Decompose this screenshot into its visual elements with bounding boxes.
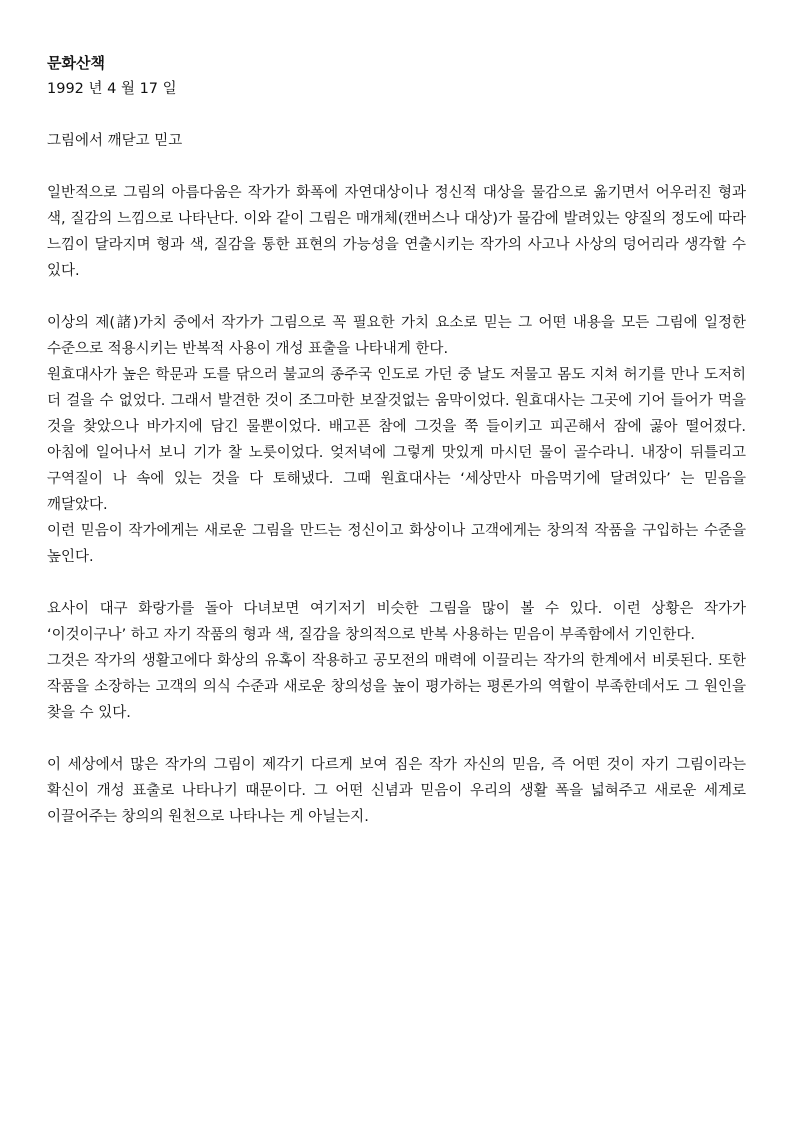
paragraph: 일반적으로 그림의 아름다움은 작가가 화폭에 자연대상이나 정신적 대상을 물감으로 옮기면서 어우러진 형과 색, 질감의 느낌으로 나타난다. 이와 같이 그림은 매개체(캔버스나 대상)가 물감에 발려있는 양질의 정도에 따라 느낌이 달라지며 형과 색, 질감을 통한 표현의 가능성을 연출시키는 작가의 사고나 사상의 덩어리라 생각할 수 있다. <box>47 185 746 279</box>
article-section-4 <box>47 752 746 830</box>
article-section-2 <box>47 310 746 570</box>
document-page <box>47 50 746 830</box>
paragraph: 이상의 제(諸)가치 중에서 작가가 그림으로 꼭 필요한 가치 요소로 믿는 그 어떤 내용을 모든 그림에 일정한 수준으로 적용시키는 반복적 사용이 개성 표출을 나타내게 한다. <box>47 315 746 357</box>
paragraph: 이런 믿음이 작가에게는 새로운 그림을 만드는 정신이고 화상이나 고객에게는 창의적 작품을 구입하는 수준을 높인다. <box>47 523 746 565</box>
paragraph: 요사이 대구 화랑가를 돌아 다녀보면 여기저기 비슷한 그림을 많이 볼 수 있다. 이런 상황은 작가가 ‘이것이구나’ 하고 자기 작품의 형과 색, 질감을 창의적으로 반복 사용하는 믿음이 부족함에서 기인한다. <box>47 601 746 643</box>
article-subtitle: 그림에서 깨닫고 믿고 <box>47 133 183 149</box>
article-section-1 <box>47 180 746 284</box>
article-section-3 <box>47 596 746 726</box>
publication-date: 1992 년 4 월 17 일 <box>47 81 177 97</box>
paragraph: 원효대사가 높은 학문과 도를 닦으러 불교의 종주국 인도로 가던 중 날도 저물고 몸도 지쳐 허기를 만나 도저히 더 걸을 수 없었다. 그래서 발견한 것이 조그마한 보잘것없는 움막이었다. 원효대사는 그곳에 기어 들어가 먹을 것을 찾았으나 바가지에 담긴 물뿐이었다. 배고픈 참에 그것을 쭉 들이키고 피곤해서 잠에 곯아 떨어졌다. 아침에 일어나서 보니 기가 찰 노릇이었다. 엊저녁에 그렇게 맛있게 마시던 물이 골수라니. 내장이 뒤틀리고 구역질이 나 속에 있는 것을 다 토해냈다. 그때 원효대사는 ‘세상만사 마음먹기에 달려있다’ 는 믿음을 깨달았다. <box>47 367 746 513</box>
column-title: 문화산책 <box>47 54 105 72</box>
paragraph: 이 세상에서 많은 작가의 그림이 제각기 다르게 보여 짐은 작가 자신의 믿음, 즉 어떤 것이 자기 그림이라는 확신이 개성 표출로 나타나기 때문이다. 그 어떤 신념과 믿음이 우리의 생활 폭을 넓혀주고 새로운 세계로 이끌어주는 창의의 원천으로 나타나는 게 아닐는지. <box>47 757 746 825</box>
paragraph: 그것은 작가의 생활고에다 화상의 유혹이 작용하고 공모전의 매력에 이끌리는 작가의 한계에서 비롯된다. 또한 작품을 소장하는 고객의 의식 수준과 새로운 창의성을 높이 평가하는 평론가의 역할이 부족한데서도 그 원인을 찾을 수 있다. <box>47 653 746 721</box>
